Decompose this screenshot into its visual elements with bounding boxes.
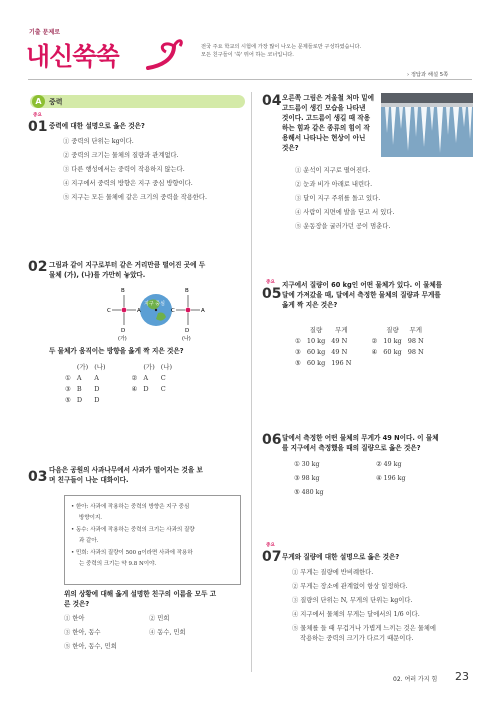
option[interactable]: ④ 사람이 지면에 발을 딛고 서 있다.	[295, 209, 395, 216]
cell: ④	[371, 347, 378, 356]
dialogue-line: • 민희: 사과의 질량이 500 g이라면 사과에 작용하	[71, 549, 193, 556]
option[interactable]: ① 한아	[64, 615, 85, 622]
question-line: 옳게 짝 지은 것은?	[282, 301, 338, 309]
section-letter: A	[32, 95, 45, 108]
question-text	[282, 433, 439, 453]
answer-table	[62, 361, 175, 405]
option[interactable]: ③ 다른 행성에서는 중력이 작용하지 않는다.	[63, 166, 185, 173]
cell: ⑤	[295, 358, 301, 367]
option-list	[292, 568, 436, 644]
option-list	[63, 137, 207, 203]
question-line: 며 친구들이 나눈 대화이다.	[49, 476, 129, 484]
question-line: 지구에서 질량이 60 kg인 어떤 물체가 있다. 이 물체를	[282, 281, 443, 289]
header-subtitle: 기출 문제로	[29, 29, 61, 36]
label-a: A	[137, 308, 141, 314]
question-line: 그림과 같이 지구로부터 같은 거리만큼 떨어진 곳에 두	[49, 261, 206, 269]
question-prompt: 두 물체가 움직이는 방향을 옳게 짝 지은 것은?	[49, 347, 184, 355]
dialogue-line: • 한아: 사과에 작용하는 중력의 방향은 지구 중심	[71, 504, 190, 510]
question-line: 오른쪽 그림은 겨울철 처마 밑에	[282, 94, 374, 102]
section-title: 중력	[49, 98, 63, 106]
header-mass: 질량	[309, 326, 323, 334]
table-row[interactable]	[62, 383, 175, 394]
option[interactable]: ① 30 kg	[294, 461, 320, 468]
label-c: C	[171, 308, 175, 314]
question-line: 달에서 측정한 어떤 물체의 무게가 49 N이다. 이 물체	[282, 434, 439, 442]
header-divider	[28, 79, 472, 80]
question-line: 를 지구에서 측정했을 때의 질량으로 옳은 것은?	[282, 444, 421, 452]
earth-center-label: 지구 중심	[144, 301, 165, 307]
cell: 49 N	[331, 347, 348, 356]
cell: ②	[371, 336, 378, 345]
option-list	[294, 460, 464, 498]
option[interactable]: ① 운석이 지구로 떨어진다.	[295, 167, 371, 174]
header-weight: 무게	[409, 326, 422, 334]
question-line: 용해서 나타나는 현상이 아닌	[282, 134, 366, 142]
header-ga: (가)	[143, 363, 155, 371]
cell: C	[160, 384, 166, 393]
cell: 10 kg	[383, 336, 402, 345]
dialogue-line: 과 같아.	[79, 538, 99, 545]
cell: ③	[65, 384, 71, 393]
option[interactable]: ③ 질량의 단위는 N, 무게의 단위는 kg이다.	[292, 597, 413, 604]
label-d: D	[185, 328, 190, 334]
label-ga: (가)	[118, 336, 127, 342]
question-number: 02	[28, 259, 48, 275]
option[interactable]: ① 무게는 질량에 반비례한다.	[292, 569, 374, 576]
chapter-label: 02. 여러 가지 힘	[393, 676, 438, 683]
header-weight: 무게	[335, 326, 348, 334]
dialogue-line: 는 중력의 크기는 약 9.8 N이야.	[79, 561, 157, 568]
question-number: 06	[262, 432, 282, 448]
cell: D	[94, 395, 100, 404]
cell: ⑤	[65, 395, 71, 404]
cell: ②	[131, 373, 138, 382]
question-number: 04	[262, 93, 282, 109]
question-line: 것이다. 고드름이 생길 때 작용	[282, 114, 371, 122]
question-number: 01	[28, 119, 48, 135]
option[interactable]: ② 중력의 크기는 물체의 질량과 관계없다.	[63, 152, 179, 159]
cell: D	[76, 395, 83, 404]
option-continuation: 작용하는 중력의 크기가 다르기 때문이다.	[292, 635, 414, 642]
table-row[interactable]	[62, 394, 175, 405]
option[interactable]: ⑤ 운동장을 굴러가던 공이 멈춘다.	[295, 223, 391, 230]
question-text	[49, 260, 205, 280]
answer-reference: › 정답과 해설 5쪽	[407, 72, 449, 78]
cell: D	[143, 384, 149, 393]
important-badge: 중요	[33, 113, 42, 118]
option[interactable]: ⑤ 지구는 모든 물체에 같은 크기의 중력을 작용한다.	[63, 194, 207, 201]
cell: D	[94, 384, 100, 393]
cell: 98 N	[407, 336, 424, 345]
important-badge: 중요	[266, 280, 275, 285]
label-na: (나)	[182, 336, 191, 342]
label-b: B	[185, 288, 189, 294]
question-line: 물체 (가), (나)를 가만히 놓았다.	[49, 271, 146, 279]
option-list	[64, 614, 244, 652]
header-description	[201, 43, 491, 59]
table-row[interactable]	[292, 357, 427, 368]
table-row[interactable]	[292, 335, 427, 346]
sprout-icon	[144, 32, 184, 74]
dialogue-line: • 동수: 사과에 작용하는 중력의 크기는 사과의 질량	[71, 526, 195, 533]
dialogue-text	[65, 496, 240, 576]
table-header	[292, 324, 427, 335]
question-line: 것은?	[282, 144, 299, 152]
cell: ③	[295, 347, 301, 356]
question-line: 위의 상황에 대해 옳게 설명한 친구의 이름을 모두 고	[64, 590, 217, 598]
page-title: 내신쑥쑥	[26, 42, 119, 71]
option[interactable]: ⑤ 한아, 동수, 민희	[64, 643, 117, 650]
option[interactable]: ② 무게는 장소에 관계없이 항상 일정하다.	[292, 583, 408, 590]
option[interactable]: ④ 동수, 민희	[149, 629, 186, 636]
cell: 60 kg	[306, 358, 326, 367]
header-desc-line: 모든 친구들이 '쑥' 뛰어 하는 코너입니다.	[201, 52, 294, 58]
label-c: C	[107, 308, 111, 314]
option-list	[295, 166, 394, 232]
cell: 196 N	[331, 358, 352, 367]
label-d: D	[121, 328, 126, 334]
icicle-photo	[381, 93, 473, 157]
table-row[interactable]	[292, 346, 427, 357]
cell: A	[76, 373, 82, 382]
cell: ①	[65, 373, 71, 382]
label-a: A	[201, 308, 205, 314]
option[interactable]: ⑤ 물체를 들 때 무겁거나 가볍게 느끼는 것은 물체에	[292, 625, 436, 632]
question-text	[282, 93, 382, 153]
table-header	[62, 361, 175, 372]
cell: C	[160, 373, 166, 382]
important-badge: 중요	[266, 543, 275, 548]
option[interactable]: ③ 한아, 동수	[64, 629, 101, 636]
option[interactable]: ③ 98 kg	[294, 475, 320, 482]
question-line: 달에 가져갔을 때, 달에서 측정한 물체의 질량과 무게를	[282, 291, 441, 299]
answer-table	[292, 324, 427, 368]
question-text: 중력에 대한 설명으로 옳은 것은?	[49, 122, 145, 130]
earth-figure	[107, 283, 250, 342]
option[interactable]: ① 중력의 단위는 kg이다.	[63, 138, 134, 145]
dialogue-line: 방향이지.	[79, 515, 103, 522]
option[interactable]: ④ 지구에서 중력의 방향은 지구 중심 방향이다.	[63, 180, 193, 187]
question-text: 무게와 질량에 대한 설명으로 옳은 것은?	[282, 553, 400, 561]
question-text	[49, 465, 203, 485]
label-b: B	[121, 288, 125, 294]
cell: A	[94, 373, 99, 382]
option[interactable]: ② 49 kg	[376, 461, 402, 468]
table-row[interactable]	[62, 372, 175, 383]
cell: B	[76, 384, 82, 393]
header-na: (나)	[160, 363, 173, 371]
question-number: 07	[262, 549, 282, 565]
cell: 49 N	[331, 336, 348, 345]
question-number: 05	[262, 286, 282, 302]
option[interactable]: ④ 지구에서 물체의 무게는 달에서의 1/6 이다.	[292, 611, 420, 618]
option[interactable]: ④ 196 kg	[376, 475, 406, 482]
question-text	[282, 280, 442, 310]
header-mass: 질량	[386, 326, 399, 334]
option[interactable]: ③ 달이 지구 주위를 돌고 있다.	[295, 195, 381, 202]
page-number: 23	[455, 670, 469, 683]
cell: ①	[295, 336, 301, 345]
header-desc-line: 전국 주요 학교의 시험에 가장 많이 나오는 문제들로만 구성하였습니다.	[201, 44, 362, 50]
question-line: 다음은 공원의 사과나무에서 사과가 떨어지는 것을 보	[49, 466, 203, 474]
option[interactable]: ② 눈과 비가 아래로 내린다.	[295, 181, 373, 188]
option[interactable]: ② 민희	[149, 615, 170, 622]
question-number: 03	[28, 469, 48, 485]
question-prompt	[64, 589, 216, 609]
cell: 10 kg	[306, 336, 326, 345]
question-line: 고드름이 생긴 모습을 나타낸	[282, 104, 366, 112]
cell: A	[143, 373, 149, 382]
object-ga	[122, 308, 127, 313]
header-ga: (가)	[76, 363, 89, 371]
cell: 60 kg	[306, 347, 326, 356]
cell: 60 kg	[383, 347, 402, 356]
column-divider	[251, 92, 252, 672]
question-line: 하는 힘과 같은 종류의 힘이 작	[282, 124, 370, 132]
option[interactable]: ⑤ 480 kg	[294, 489, 324, 496]
answer-ref-text: 정답과 해설 5쪽	[410, 72, 449, 78]
question-line: 른 것은?	[64, 600, 90, 608]
cell: ④	[131, 384, 138, 393]
header-na: (나)	[94, 363, 106, 371]
dialogue-box	[64, 495, 241, 585]
object-na	[186, 308, 191, 313]
cell: 98 N	[407, 347, 424, 356]
